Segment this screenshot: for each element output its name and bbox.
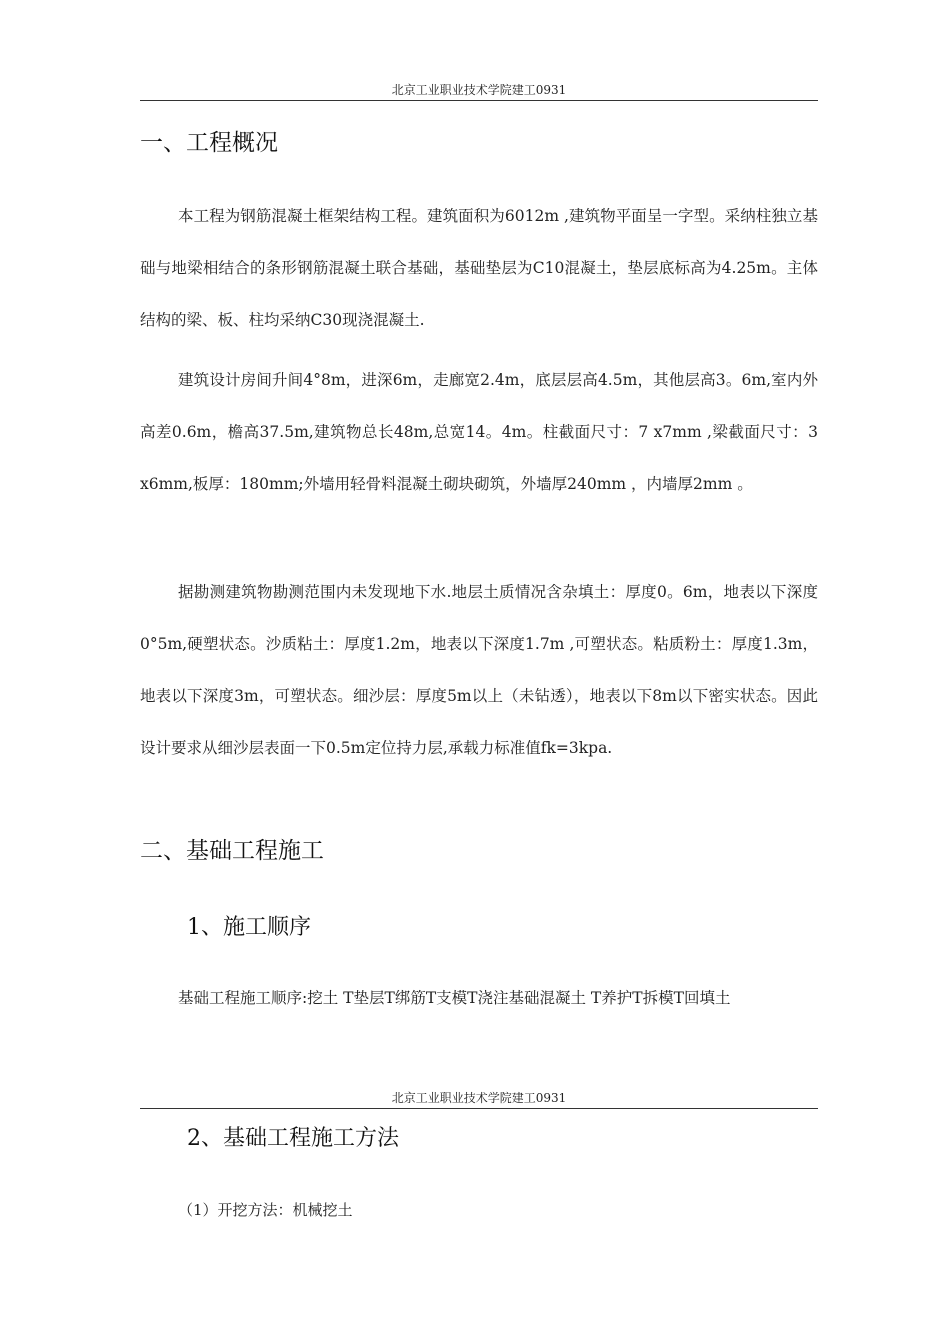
subsection-2-item-1: （1）开挖方法：机械挖土 xyxy=(178,1201,353,1219)
section-1-paragraph-3: 据勘测建筑物勘测范围内未发现地下水.地层土质情况含杂填土：厚度0。6m，地表以下深度0°5m,硬塑状态。沙质粘土：厚度1.2m，地表以下深度1.7m ,可塑状态。粘质粉土：厚度1.3m，地表以下深度3m，可塑状态。细沙层：厚度5m以上（未钻透），地表以下8m以下密实状态。因此设计要求从细沙层表面一下0.5m定位持力层,承载力标准值fk=3kpa. xyxy=(140,583,818,757)
subsection-2-heading: 2、基础工程施工方法 xyxy=(187,1126,399,1151)
subsection-1-paragraph: 基础工程施工顺序:挖土 T垫层T绑筋T支模T浇注基础混凝土 T养护T拆模T回填土 xyxy=(178,989,731,1007)
section-1-paragraph-2: 建筑设计房间升间4°8m，进深6m，走廊宽2.4m，底层层高4.5m，其他层高3。6m,室内外高差0.6m，檐高37.5m,建筑物总长48m,总宽14。4m。柱截面尺寸：7 x7mm ,梁截面尺寸：3 x6mm,板厚：180mm;外墙用轻骨料混凝土砌块砌筑，外墙厚240mm ，内墙厚2mm 。 xyxy=(140,371,818,493)
section-1-heading: 一、工程概况 xyxy=(140,130,278,156)
section-1-paragraph-1: 本工程为钢筋混凝土框架结构工程。建筑面积为6012m ,建筑物平面呈一字型。采纳柱独立基础与地梁相结合的条形钢筋混凝土联合基础，基础垫层为C10混凝土，垫层底标高为4.25m。主体结构的梁、板、柱均采纳C30现浇混凝土. xyxy=(140,207,818,329)
running-header-2: 北京工业职业技术学院建工0931 xyxy=(140,1090,818,1109)
section-2-heading: 二、基础工程施工 xyxy=(140,838,324,864)
running-header: 北京工业职业技术学院建工0931 xyxy=(140,82,818,101)
subsection-1-heading: 1、施工顺序 xyxy=(187,915,311,940)
